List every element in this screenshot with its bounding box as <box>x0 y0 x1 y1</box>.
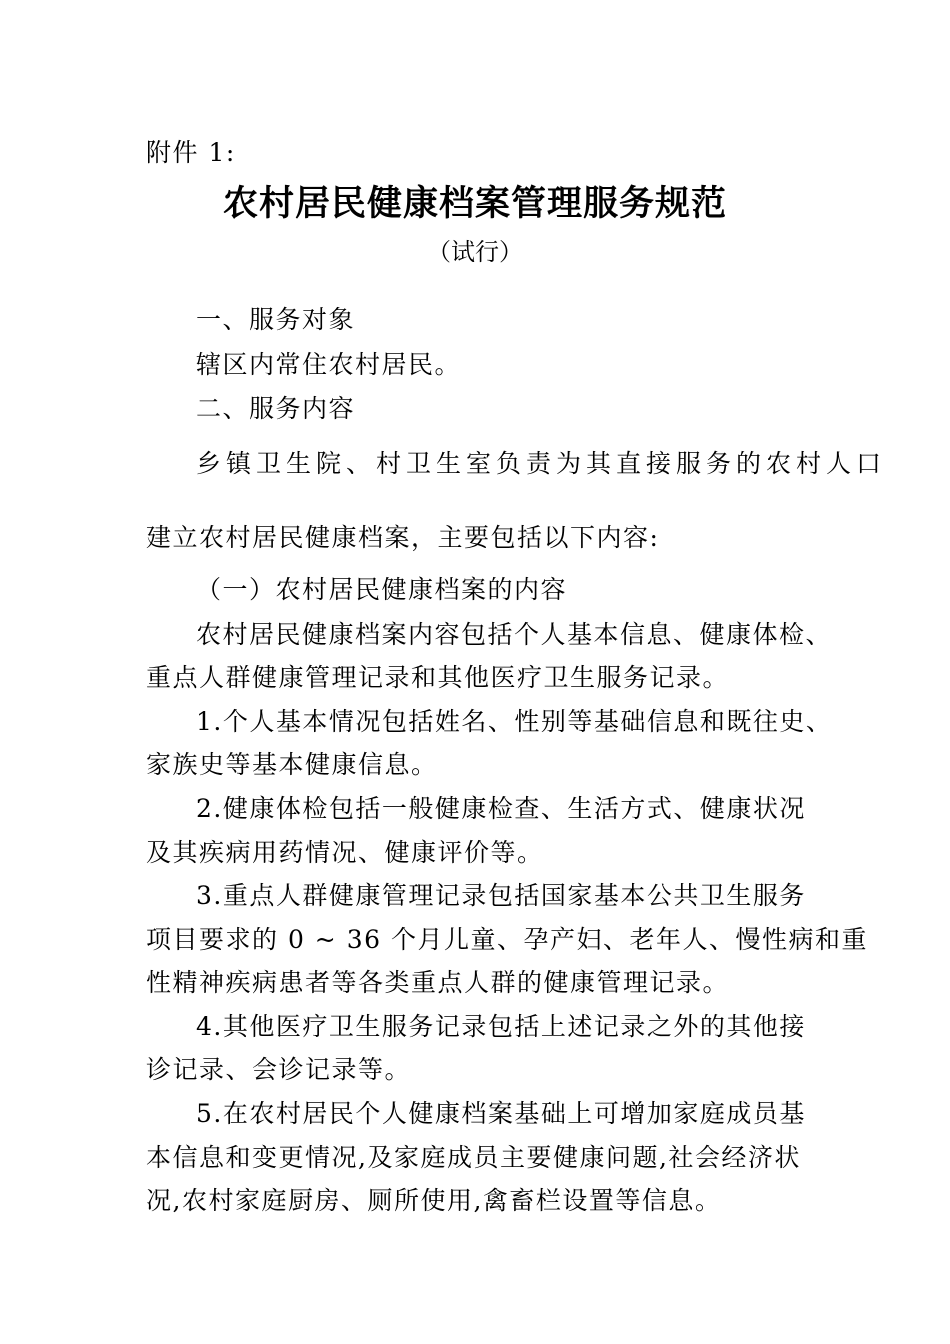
list-item-4-cont: 诊记录、会诊记录等。 <box>146 1055 412 1084</box>
document-title: 农村居民健康档案管理服务规范 <box>222 184 727 224</box>
list-item-4: 4.其他医疗卫生服务记录包括上述记录之外的其他接 <box>196 1012 806 1041</box>
list-item-1-cont: 家族史等基本健康信息。 <box>146 750 438 779</box>
list-item-3-cont: 性精神疾病患者等各类重点人群的健康管理记录。 <box>146 968 730 997</box>
list-item-3: 3.重点人群健康管理记录包括国家基本公共卫生服务 <box>196 881 806 910</box>
list-item-5-cont: 本信息和变更情况,及家庭成员主要健康问题,社会经济状 <box>146 1143 801 1172</box>
section-heading-1: 一、服务对象 <box>196 305 356 334</box>
section-heading-2: 二、服务内容 <box>196 394 356 423</box>
list-item-1: 1.个人基本情况包括姓名、性别等基础信息和既往史、 <box>196 707 833 736</box>
paragraph-text: 乡镇卫生院、村卫生室负责为其直接服务的农村人口 <box>196 449 887 478</box>
paragraph-text: 辖区内常住农村居民。 <box>196 350 462 379</box>
list-item-3-cont: 项目要求的 0 ~ 36 个月儿童、孕产妇、老年人、慢性病和重 <box>146 925 868 954</box>
paragraph-text: 重点人群健康管理记录和其他医疗卫生服务记录。 <box>146 663 730 692</box>
subsection-heading: （一）农村居民健康档案的内容 <box>196 575 568 604</box>
paragraph-text: 建立农村居民健康档案，主要包括以下内容: <box>146 523 660 552</box>
list-item-2: 2.健康体检包括一般健康检查、生活方式、健康状况 <box>196 794 806 823</box>
document-subtitle: （试行） <box>427 238 523 266</box>
list-item-5-cont: 况,农村家庭厨房、厕所使用,禽畜栏设置等信息。 <box>146 1186 722 1215</box>
list-item-2-cont: 及其疾病用药情况、健康评价等。 <box>146 838 544 867</box>
paragraph-text: 农村居民健康档案内容包括个人基本信息、健康体检、 <box>196 620 833 649</box>
attachment-label: 附件 1: <box>146 138 236 167</box>
list-item-5: 5.在农村居民个人健康档案基础上可增加家庭成员基 <box>196 1099 806 1128</box>
